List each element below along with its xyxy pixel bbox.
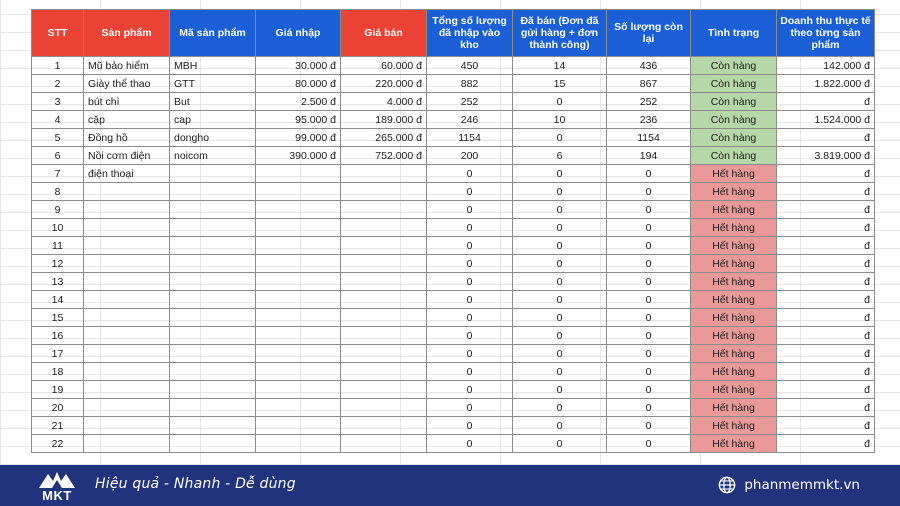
table-row xyxy=(32,129,875,147)
cell-remaining[interactable]: 0 xyxy=(607,309,691,327)
cell-stt[interactable]: 12 xyxy=(32,255,84,273)
cell-stt[interactable]: 9 xyxy=(32,201,84,219)
website-text[interactable]: phanmemmkt.vn xyxy=(744,477,860,493)
cell-status[interactable]: Còn hàng xyxy=(691,57,777,75)
cell-total-imported[interactable]: 0 xyxy=(427,363,513,381)
logo-peaks-icon xyxy=(36,468,78,490)
cell-sale-price[interactable]: 752.000 đ xyxy=(341,147,427,165)
cell-import-price[interactable] xyxy=(256,201,341,219)
cell-product[interactable] xyxy=(84,201,170,219)
cell-total-imported[interactable]: 0 xyxy=(427,291,513,309)
cell-sold[interactable]: 0 xyxy=(513,309,607,327)
cell-product-code[interactable] xyxy=(170,273,256,291)
cell-total-imported[interactable]: 0 xyxy=(427,417,513,435)
cell-revenue[interactable]: đ xyxy=(777,309,875,327)
cell-remaining[interactable]: 0 xyxy=(607,219,691,237)
website-link[interactable] xyxy=(718,476,860,494)
header-total-imported[interactable]: Tổng số lượng đã nhập vào kho xyxy=(427,10,513,57)
cell-import-price[interactable]: 95.000 đ xyxy=(256,111,341,129)
cell-sold[interactable]: 0 xyxy=(513,345,607,363)
cell-stt[interactable]: 3 xyxy=(32,93,84,111)
cell-revenue[interactable]: đ xyxy=(777,381,875,399)
cell-revenue[interactable]: đ xyxy=(777,327,875,345)
cell-product[interactable] xyxy=(84,291,170,309)
cell-product-code[interactable] xyxy=(170,165,256,183)
cell-product-code[interactable]: noicom xyxy=(170,147,256,165)
cell-import-price[interactable] xyxy=(256,417,341,435)
table-row xyxy=(32,417,875,435)
cell-stt[interactable]: 6 xyxy=(32,147,84,165)
cell-sale-price[interactable]: 220.000 đ xyxy=(341,75,427,93)
cell-revenue[interactable]: đ xyxy=(777,255,875,273)
cell-sold[interactable]: 0 xyxy=(513,165,607,183)
cell-remaining[interactable]: 0 xyxy=(607,417,691,435)
cell-total-imported[interactable]: 246 xyxy=(427,111,513,129)
header-sale-price[interactable]: Giá bán xyxy=(341,10,427,57)
cell-product[interactable] xyxy=(84,327,170,345)
cell-sold[interactable]: 0 xyxy=(513,327,607,345)
cell-sold[interactable]: 0 xyxy=(513,183,607,201)
cell-revenue[interactable]: đ xyxy=(777,399,875,417)
cell-remaining[interactable]: 236 xyxy=(607,111,691,129)
cell-revenue[interactable]: đ xyxy=(777,237,875,255)
cell-sale-price[interactable] xyxy=(341,237,427,255)
cell-import-price[interactable] xyxy=(256,165,341,183)
cell-status[interactable]: Còn hàng xyxy=(691,75,777,93)
cell-product-code[interactable] xyxy=(170,309,256,327)
cell-product[interactable]: Đồng hồ xyxy=(84,129,170,147)
table-row xyxy=(32,399,875,417)
cell-sold[interactable]: 0 xyxy=(513,255,607,273)
cell-revenue[interactable]: đ xyxy=(777,435,875,453)
cell-sold[interactable]: 0 xyxy=(513,237,607,255)
cell-remaining[interactable]: 0 xyxy=(607,273,691,291)
cell-sale-price[interactable] xyxy=(341,309,427,327)
cell-remaining[interactable]: 0 xyxy=(607,183,691,201)
cell-import-price[interactable] xyxy=(256,327,341,345)
table-row xyxy=(32,273,875,291)
cell-product-code[interactable] xyxy=(170,345,256,363)
cell-stt[interactable]: 2 xyxy=(32,75,84,93)
cell-revenue[interactable]: đ xyxy=(777,93,875,111)
cell-product-code[interactable] xyxy=(170,219,256,237)
table-row xyxy=(32,345,875,363)
cell-product[interactable] xyxy=(84,363,170,381)
table-row xyxy=(32,165,875,183)
cell-sold[interactable]: 0 xyxy=(513,93,607,111)
cell-sold[interactable]: 0 xyxy=(513,201,607,219)
table-row xyxy=(32,183,875,201)
cell-product[interactable] xyxy=(84,435,170,453)
cell-import-price[interactable] xyxy=(256,435,341,453)
cell-product[interactable]: Nồi cơm điện xyxy=(84,147,170,165)
table-row xyxy=(32,57,875,75)
cell-import-price[interactable] xyxy=(256,363,341,381)
header-status[interactable]: Tình trạng xyxy=(691,10,777,57)
cell-product-code[interactable]: cap xyxy=(170,111,256,129)
cell-sale-price[interactable] xyxy=(341,417,427,435)
cell-sale-price[interactable] xyxy=(341,435,427,453)
cell-sold[interactable]: 0 xyxy=(513,363,607,381)
cell-product[interactable]: điện thoại xyxy=(84,165,170,183)
cell-product[interactable] xyxy=(84,183,170,201)
cell-import-price[interactable] xyxy=(256,381,341,399)
cell-remaining[interactable]: 252 xyxy=(607,93,691,111)
cell-remaining[interactable]: 0 xyxy=(607,327,691,345)
cell-product-code[interactable] xyxy=(170,327,256,345)
cell-total-imported[interactable]: 0 xyxy=(427,219,513,237)
cell-sale-price[interactable] xyxy=(341,399,427,417)
cell-import-price[interactable]: 80.000 đ xyxy=(256,75,341,93)
cell-sold[interactable]: 6 xyxy=(513,147,607,165)
cell-product[interactable] xyxy=(84,345,170,363)
cell-status[interactable]: Hết hàng xyxy=(691,417,777,435)
cell-product-code[interactable]: But xyxy=(170,93,256,111)
cell-revenue[interactable]: đ xyxy=(777,417,875,435)
table-row xyxy=(32,75,875,93)
table-row xyxy=(32,435,875,453)
cell-sale-price[interactable] xyxy=(341,345,427,363)
cell-status[interactable]: Hết hàng xyxy=(691,201,777,219)
cell-import-price[interactable] xyxy=(256,237,341,255)
cell-remaining[interactable]: 0 xyxy=(607,399,691,417)
cell-stt[interactable]: 21 xyxy=(32,417,84,435)
cell-stt[interactable]: 4 xyxy=(32,111,84,129)
cell-status[interactable]: Hết hàng xyxy=(691,309,777,327)
cell-sale-price[interactable] xyxy=(341,255,427,273)
cell-revenue[interactable]: 1.822.000 đ xyxy=(777,75,875,93)
header-product[interactable]: Sản phẩm xyxy=(84,10,170,57)
table-row xyxy=(32,147,875,165)
cell-stt[interactable]: 18 xyxy=(32,363,84,381)
cell-stt[interactable]: 10 xyxy=(32,219,84,237)
cell-sale-price[interactable] xyxy=(341,201,427,219)
header-sold[interactable]: Đã bán (Đơn đã gửi hàng + đơn thành công) xyxy=(513,10,607,57)
cell-product[interactable] xyxy=(84,255,170,273)
cell-product[interactable] xyxy=(84,417,170,435)
cell-status[interactable]: Còn hàng xyxy=(691,147,777,165)
cell-sold[interactable]: 0 xyxy=(513,399,607,417)
cell-status[interactable]: Hết hàng xyxy=(691,291,777,309)
table-row xyxy=(32,327,875,345)
cell-sale-price[interactable] xyxy=(341,291,427,309)
cell-product[interactable]: cặp xyxy=(84,111,170,129)
cell-sale-price[interactable] xyxy=(341,219,427,237)
cell-import-price[interactable]: 2.500 đ xyxy=(256,93,341,111)
footer-banner xyxy=(0,465,900,506)
cell-total-imported[interactable]: 0 xyxy=(427,309,513,327)
header-import-price[interactable]: Giá nhập xyxy=(256,10,341,57)
cell-sale-price[interactable] xyxy=(341,165,427,183)
cell-remaining[interactable]: 867 xyxy=(607,75,691,93)
cell-product-code[interactable]: GTT xyxy=(170,75,256,93)
table-body xyxy=(32,57,875,453)
cell-product[interactable]: bút chì xyxy=(84,93,170,111)
cell-product[interactable] xyxy=(84,309,170,327)
cell-revenue[interactable]: đ xyxy=(777,219,875,237)
cell-status[interactable]: Còn hàng xyxy=(691,111,777,129)
cell-stt[interactable]: 20 xyxy=(32,399,84,417)
cell-sold[interactable]: 0 xyxy=(513,435,607,453)
cell-product-code[interactable] xyxy=(170,435,256,453)
cell-sold[interactable]: 0 xyxy=(513,219,607,237)
cell-product-code[interactable]: MBH xyxy=(170,57,256,75)
cell-status[interactable]: Hết hàng xyxy=(691,363,777,381)
cell-total-imported[interactable]: 450 xyxy=(427,57,513,75)
cell-product-code[interactable] xyxy=(170,363,256,381)
cell-status[interactable]: Hết hàng xyxy=(691,165,777,183)
cell-revenue[interactable]: đ xyxy=(777,291,875,309)
cell-stt[interactable]: 19 xyxy=(32,381,84,399)
mkt-logo xyxy=(36,468,78,504)
cell-sold[interactable]: 0 xyxy=(513,417,607,435)
cell-import-price[interactable] xyxy=(256,219,341,237)
cell-sold[interactable]: 0 xyxy=(513,291,607,309)
cell-import-price[interactable] xyxy=(256,255,341,273)
cell-revenue[interactable]: đ xyxy=(777,183,875,201)
header-remaining[interactable]: Số lượng còn lại xyxy=(607,10,691,57)
cell-revenue[interactable]: đ xyxy=(777,201,875,219)
cell-product[interactable]: Giày thể thao xyxy=(84,75,170,93)
cell-revenue[interactable]: 142.000 đ xyxy=(777,57,875,75)
header-revenue[interactable]: Doanh thu thực tế theo từng sản phẩm xyxy=(777,10,875,57)
cell-stt[interactable]: 16 xyxy=(32,327,84,345)
cell-remaining[interactable]: 1154 xyxy=(607,129,691,147)
cell-total-imported[interactable]: 1154 xyxy=(427,129,513,147)
cell-total-imported[interactable]: 0 xyxy=(427,237,513,255)
cell-status[interactable]: Hết hàng xyxy=(691,435,777,453)
cell-sale-price[interactable]: 60.000 đ xyxy=(341,57,427,75)
inventory-table xyxy=(31,9,875,453)
cell-remaining[interactable]: 0 xyxy=(607,201,691,219)
cell-sold[interactable]: 10 xyxy=(513,111,607,129)
cell-status[interactable]: Hết hàng xyxy=(691,219,777,237)
cell-remaining[interactable]: 194 xyxy=(607,147,691,165)
cell-status[interactable]: Hết hàng xyxy=(691,327,777,345)
cell-product[interactable] xyxy=(84,219,170,237)
cell-total-imported[interactable]: 882 xyxy=(427,75,513,93)
cell-remaining[interactable]: 0 xyxy=(607,381,691,399)
cell-product[interactable] xyxy=(84,237,170,255)
cell-total-imported[interactable]: 0 xyxy=(427,165,513,183)
cell-product-code[interactable] xyxy=(170,183,256,201)
cell-total-imported[interactable]: 0 xyxy=(427,399,513,417)
cell-stt[interactable]: 13 xyxy=(32,273,84,291)
cell-revenue[interactable]: 3.819.000 đ xyxy=(777,147,875,165)
cell-product[interactable] xyxy=(84,381,170,399)
cell-total-imported[interactable]: 252 xyxy=(427,93,513,111)
cell-total-imported[interactable]: 0 xyxy=(427,183,513,201)
cell-import-price[interactable] xyxy=(256,345,341,363)
cell-product-code[interactable] xyxy=(170,417,256,435)
table-row xyxy=(32,93,875,111)
cell-product[interactable]: Mũ bảo hiểm xyxy=(84,57,170,75)
cell-stt[interactable]: 14 xyxy=(32,291,84,309)
cell-revenue[interactable]: đ xyxy=(777,129,875,147)
cell-sold[interactable]: 0 xyxy=(513,273,607,291)
table-row xyxy=(32,201,875,219)
cell-revenue[interactable]: đ xyxy=(777,345,875,363)
cell-remaining[interactable]: 0 xyxy=(607,363,691,381)
cell-total-imported[interactable]: 200 xyxy=(427,147,513,165)
cell-status[interactable]: Còn hàng xyxy=(691,129,777,147)
cell-sold[interactable]: 14 xyxy=(513,57,607,75)
table-row xyxy=(32,237,875,255)
cell-status[interactable]: Còn hàng xyxy=(691,93,777,111)
cell-sale-price[interactable] xyxy=(341,363,427,381)
cell-remaining[interactable]: 0 xyxy=(607,291,691,309)
header-stt[interactable]: STT xyxy=(32,10,84,57)
cell-sale-price[interactable]: 189.000 đ xyxy=(341,111,427,129)
cell-remaining[interactable]: 0 xyxy=(607,237,691,255)
cell-sale-price[interactable] xyxy=(341,183,427,201)
cell-product-code[interactable] xyxy=(170,381,256,399)
cell-revenue[interactable]: đ xyxy=(777,363,875,381)
header-row xyxy=(32,10,875,57)
cell-stt[interactable]: 11 xyxy=(32,237,84,255)
cell-stt[interactable]: 7 xyxy=(32,165,84,183)
cell-total-imported[interactable]: 0 xyxy=(427,201,513,219)
cell-remaining[interactable]: 0 xyxy=(607,345,691,363)
cell-stt[interactable]: 17 xyxy=(32,345,84,363)
cell-status[interactable]: Hết hàng xyxy=(691,255,777,273)
cell-import-price[interactable]: 99.000 đ xyxy=(256,129,341,147)
cell-import-price[interactable] xyxy=(256,291,341,309)
cell-sold[interactable]: 0 xyxy=(513,381,607,399)
cell-remaining[interactable]: 436 xyxy=(607,57,691,75)
cell-status[interactable]: Hết hàng xyxy=(691,237,777,255)
cell-import-price[interactable] xyxy=(256,183,341,201)
table-row xyxy=(32,363,875,381)
cell-product[interactable] xyxy=(84,399,170,417)
table-row xyxy=(32,219,875,237)
cell-remaining[interactable]: 0 xyxy=(607,255,691,273)
cell-remaining[interactable]: 0 xyxy=(607,435,691,453)
cell-stt[interactable]: 22 xyxy=(32,435,84,453)
cell-import-price[interactable]: 30.000 đ xyxy=(256,57,341,75)
cell-stt[interactable]: 1 xyxy=(32,57,84,75)
cell-total-imported[interactable]: 0 xyxy=(427,381,513,399)
cell-import-price[interactable] xyxy=(256,273,341,291)
cell-import-price[interactable] xyxy=(256,399,341,417)
table-row xyxy=(32,111,875,129)
cell-product-code[interactable] xyxy=(170,237,256,255)
cell-total-imported[interactable]: 0 xyxy=(427,255,513,273)
cell-status[interactable]: Hết hàng xyxy=(691,381,777,399)
slogan: Hiệu quả - Nhanh - Dễ dùng xyxy=(95,476,296,492)
table-row xyxy=(32,381,875,399)
cell-revenue[interactable]: 1.524.000 đ xyxy=(777,111,875,129)
cell-remaining[interactable]: 0 xyxy=(607,165,691,183)
cell-status[interactable]: Hết hàng xyxy=(691,345,777,363)
cell-total-imported[interactable]: 0 xyxy=(427,435,513,453)
cell-product-code[interactable] xyxy=(170,399,256,417)
cell-product-code[interactable] xyxy=(170,291,256,309)
cell-import-price[interactable] xyxy=(256,309,341,327)
cell-sold[interactable]: 0 xyxy=(513,129,607,147)
cell-sale-price[interactable] xyxy=(341,381,427,399)
cell-product-code[interactable] xyxy=(170,201,256,219)
table-row xyxy=(32,309,875,327)
table-row xyxy=(32,255,875,273)
logo-text: MKT xyxy=(42,488,72,503)
cell-stt[interactable]: 5 xyxy=(32,129,84,147)
cell-revenue[interactable]: đ xyxy=(777,273,875,291)
cell-total-imported[interactable]: 0 xyxy=(427,273,513,291)
cell-revenue[interactable]: đ xyxy=(777,165,875,183)
cell-stt[interactable]: 15 xyxy=(32,309,84,327)
cell-status[interactable]: Hết hàng xyxy=(691,273,777,291)
cell-product[interactable] xyxy=(84,273,170,291)
cell-sale-price[interactable] xyxy=(341,273,427,291)
globe-icon xyxy=(718,476,736,494)
cell-product-code[interactable] xyxy=(170,255,256,273)
cell-status[interactable]: Hết hàng xyxy=(691,183,777,201)
table-row xyxy=(32,291,875,309)
cell-import-price[interactable]: 390.000 đ xyxy=(256,147,341,165)
cell-status[interactable]: Hết hàng xyxy=(691,399,777,417)
header-product-code[interactable]: Mã sản phẩm xyxy=(170,10,256,57)
cell-total-imported[interactable]: 0 xyxy=(427,327,513,345)
cell-total-imported[interactable]: 0 xyxy=(427,345,513,363)
cell-sale-price[interactable]: 4.000 đ xyxy=(341,93,427,111)
cell-stt[interactable]: 8 xyxy=(32,183,84,201)
cell-product-code[interactable]: dongho xyxy=(170,129,256,147)
cell-sold[interactable]: 15 xyxy=(513,75,607,93)
cell-sale-price[interactable]: 265.000 đ xyxy=(341,129,427,147)
cell-sale-price[interactable] xyxy=(341,327,427,345)
